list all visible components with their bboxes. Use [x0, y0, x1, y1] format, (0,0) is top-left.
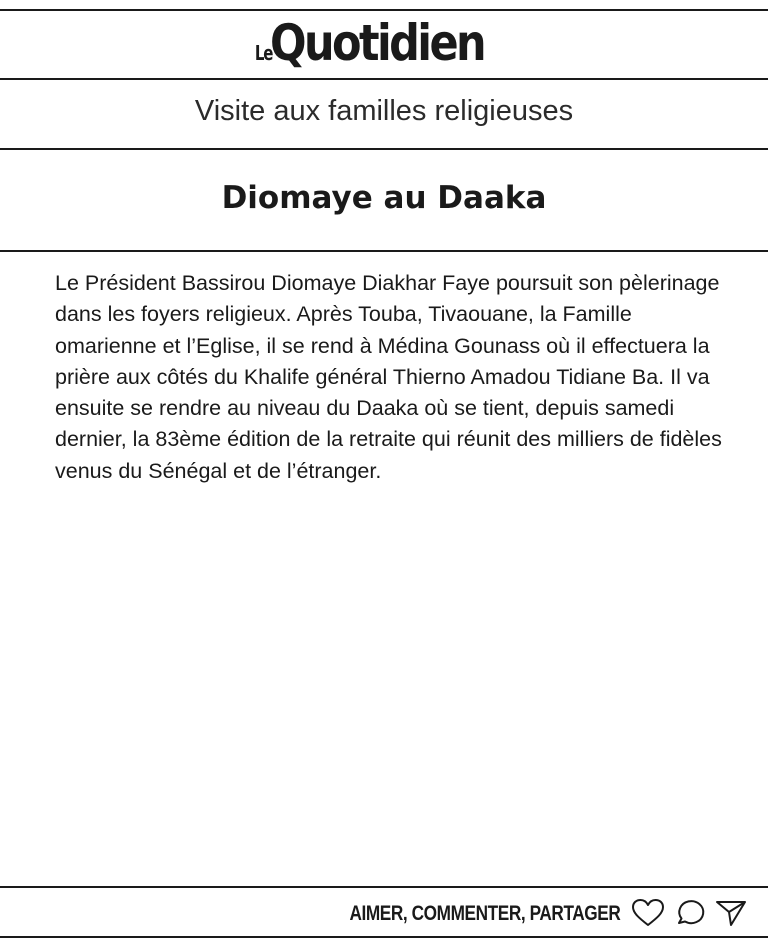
article-headline: Diomaye au Daaka: [221, 180, 547, 216]
share-label: AIMER, COMMENTER, PARTAGER: [349, 902, 620, 925]
share-bar: [0, 890, 768, 936]
bottom-rule: [0, 936, 768, 938]
footer-top-rule: [0, 886, 768, 888]
article-body: Le Président Bassirou Diomaye Diakhar Faye poursuit son pèlerinage dans les foyers religieux. Après Touba, Tivaouane, la Famille omarienne et l’Eglise, il se rend à Médina Gounass où il effectuera la prière aux côtés du Khalife général Thierno Amadou Tidiane Ba. Il va ensuite se rendre au niveau du Daaka où se tient, depuis samedi dernier, la 83ème édition de la retraite qui réunit des milliers de fidèles venus du Sénégal et de l’étranger.: [55, 271, 722, 483]
logo-quotidien: Quotidien: [270, 14, 485, 72]
article-rubric: Visite aux familles religieuses: [194, 95, 574, 127]
top-rule: [0, 9, 768, 11]
headline-divider: [0, 250, 768, 252]
logo-le: Le: [254, 41, 273, 65]
send-icon[interactable]: [714, 898, 748, 928]
rubric-divider: [0, 148, 768, 150]
masthead-divider: [0, 78, 768, 80]
heart-icon[interactable]: [631, 898, 665, 928]
masthead-logo: [0, 14, 768, 72]
comment-bubble-icon[interactable]: [674, 898, 708, 928]
